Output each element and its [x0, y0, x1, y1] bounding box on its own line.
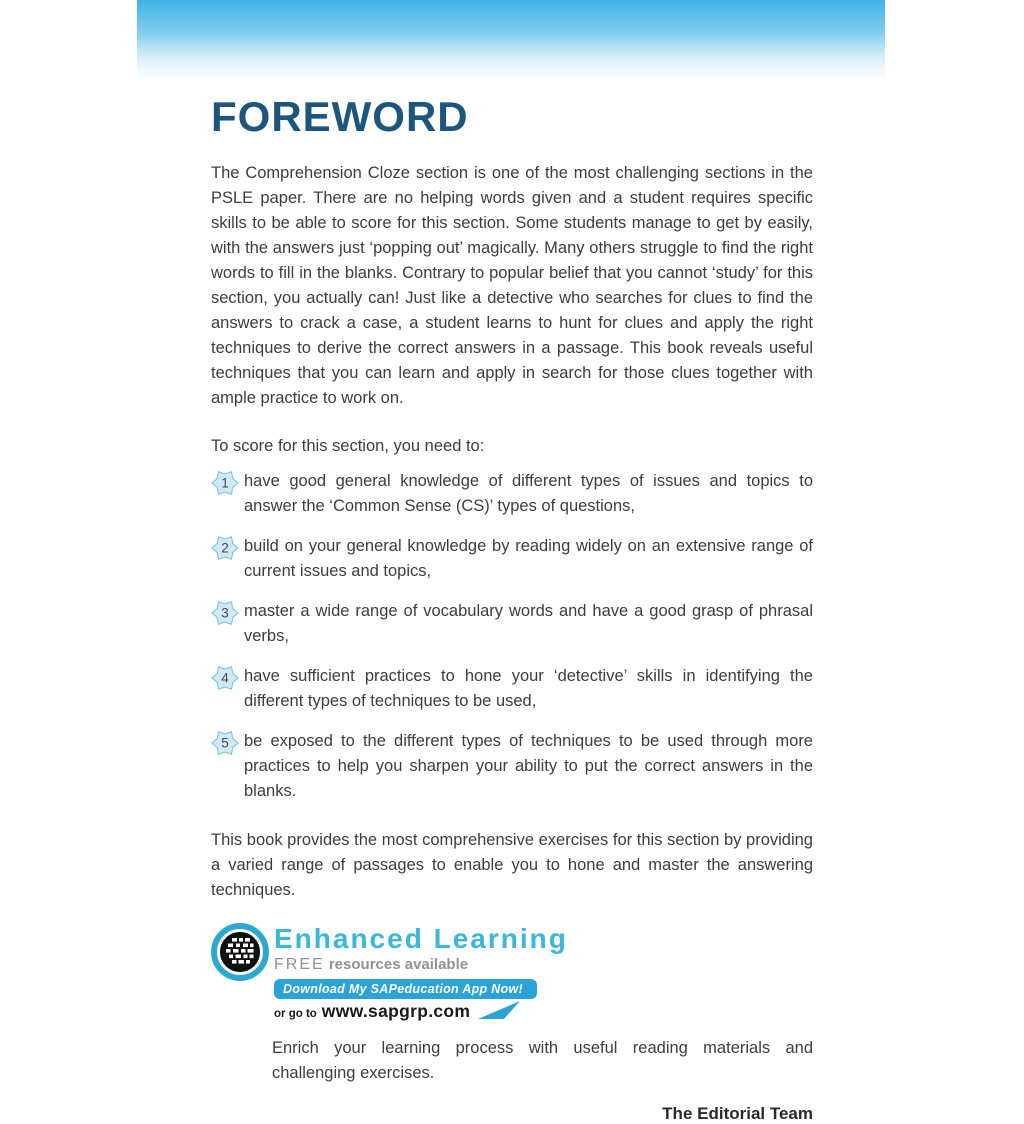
star-badge-icon — [211, 664, 244, 714]
enhanced-learning-promo — [211, 923, 813, 1024]
badge-number: 1 — [221, 475, 229, 491]
page-title: FOREWORD — [211, 93, 469, 140]
website-line — [274, 1001, 568, 1024]
list-item-text: be exposed to the different types of techniques to be used through more practices to help you sharpen your ability to put the correct answers in the blanks. — [244, 732, 813, 800]
star-badge-icon — [211, 534, 244, 584]
star-badge-icon — [211, 469, 244, 519]
intro-paragraph: The Comprehension Cloze section is one of the most challenging sections in the PSLE paper. There are no helping words given and a student requires specific skills to be able to score for this section. Some students manage to get by easily, with the answers just ‘popping out’ magically. Many others struggle to find the right words to fill in the blanks. Contrary to popular belief that you cannot ‘study’ for this section, you actually can! Just like a detective who searches for clues to find the answers to crack a case, a student learns to hunt for clues and apply the right techniques to derive the correct answers in a passage. This book reveals useful techniques that you can learn and apply in search for those clues together with ample practice to work on. — [211, 164, 813, 407]
badge-number: 5 — [221, 735, 229, 751]
star-badge-icon — [211, 729, 244, 804]
promo-description: Enrich your learning process with useful reading materials and challenging exercises. — [272, 1039, 813, 1082]
app-download-banner: Download My SAPeducation App Now! — [274, 979, 537, 999]
free-resources-line — [274, 956, 568, 974]
list-item-text: have good general knowledge of different types of issues and topics to answer the ‘Common Sense (CS)’ types of questions, — [244, 472, 813, 515]
book-page — [137, 0, 885, 1123]
list-intro-text: To score for this section, you need to: — [211, 437, 485, 455]
page-content — [211, 0, 813, 1124]
promo-text-block — [274, 923, 568, 1024]
closing-paragraph: This book provides the most comprehensive exercises for this section by providing a varied range of passages to enable you to hone and master the answering techniques. — [211, 831, 813, 899]
list-item — [211, 664, 813, 714]
free-label: FREE — [274, 956, 325, 973]
speech-tail-icon — [478, 1001, 520, 1024]
list-item — [211, 534, 813, 584]
badge-number: 3 — [221, 605, 229, 621]
star-badge-icon — [211, 599, 244, 649]
list-item-text: master a wide range of vocabulary words and have a good grasp of phrasal verbs, — [244, 602, 813, 645]
list-item — [211, 599, 813, 649]
list-item-text: have sufficient practices to hone your ‘detective’ skills in identifying the different types of techniques to be used, — [244, 667, 813, 710]
badge-number: 4 — [221, 670, 229, 686]
list-item-text: build on your general knowledge by reading widely on an extensive range of current issues and topics, — [244, 537, 813, 580]
signature: The Editorial Team — [662, 1104, 813, 1123]
list-item — [211, 469, 813, 519]
free-rest: resources available — [328, 956, 469, 973]
website-url: www.sapgrp.com — [321, 1001, 471, 1021]
badge-number: 2 — [221, 540, 229, 556]
or-go-to-label: or go to — [274, 1008, 317, 1020]
qr-circle-icon — [211, 923, 269, 981]
brand-name: Enhanced Learning — [274, 923, 568, 954]
skills-list — [211, 469, 813, 804]
list-item — [211, 729, 813, 804]
